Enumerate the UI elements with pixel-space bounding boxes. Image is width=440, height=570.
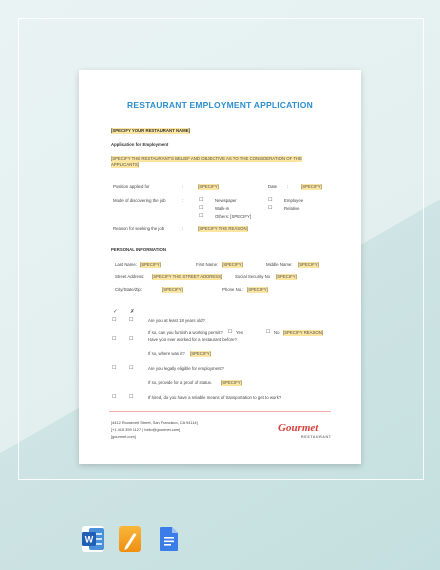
checkbox[interactable]: ☐ bbox=[112, 317, 117, 323]
checkbox[interactable]: ☐ bbox=[268, 197, 273, 203]
checkbox[interactable]: ☐ bbox=[112, 394, 117, 400]
option-newspaper: Newspaper bbox=[215, 198, 237, 203]
last-name-label: Last Name: bbox=[115, 262, 137, 267]
middle-name-value: [SPECIFY] bbox=[298, 262, 319, 267]
footer-contact: [+1 415 359 1127 | hello@gourmet.com] bbox=[111, 427, 181, 432]
last-name-value: [SPECIFY] bbox=[140, 262, 161, 267]
checkbox[interactable]: ☐ bbox=[266, 329, 271, 335]
logo-subtitle: RESTAURANT bbox=[301, 435, 332, 439]
footer-address: [4412 Roosevelt Street, San Francisco, CA 94114] bbox=[111, 420, 198, 425]
gourmet-logo: Gourmet bbox=[278, 422, 319, 434]
question-eligible: Are you legally eligible for employment? bbox=[148, 366, 224, 371]
document-title: RESTAURANT EMPLOYMENT APPLICATION bbox=[127, 100, 313, 110]
reason-label: Reason for seeking the job bbox=[113, 226, 165, 231]
yes-column-icon: ✓ bbox=[113, 309, 118, 315]
checkbox[interactable]: ☐ bbox=[129, 317, 134, 323]
ssn-value: [SPECIFY] bbox=[276, 274, 297, 279]
option-relative: Relative bbox=[284, 206, 300, 211]
date-label: Date bbox=[268, 184, 278, 189]
svg-text:W: W bbox=[84, 534, 94, 545]
street-value: [SPECIFY THE STREET ADDRESS] bbox=[152, 274, 223, 279]
question-age: Are you at least 18 years old? bbox=[148, 318, 205, 323]
colon: : bbox=[182, 198, 184, 203]
no-column-icon: ✗ bbox=[130, 309, 135, 315]
permit-yes: Yes bbox=[236, 330, 244, 335]
colon: : bbox=[182, 226, 184, 231]
ssn-label: Social Security No bbox=[235, 274, 271, 279]
first-name-value: [SPECIFY] bbox=[222, 262, 243, 267]
checkbox[interactable]: ☐ bbox=[129, 365, 134, 371]
document-page bbox=[79, 70, 361, 464]
date-value: [SPECIFY] bbox=[301, 184, 322, 189]
colon: : bbox=[287, 184, 289, 189]
first-name-label: First Name: bbox=[196, 262, 219, 267]
question-worked-before: Have you ever worked for a restaurant before? bbox=[148, 337, 237, 342]
footer-divider bbox=[109, 411, 331, 412]
restaurant-name: [SPECIFY YOUR RESTAURANT NAME] bbox=[111, 128, 191, 133]
belief-line-1: [SPECIFY THE RESTAURANT'S BELIEF AND OBJECTIVE AS TO THE CONSIDERATION OF THE bbox=[111, 156, 302, 161]
checkbox[interactable]: ☐ bbox=[112, 336, 117, 342]
city-value: [SPECIFY] bbox=[162, 287, 183, 292]
footer-website: [gourmet.com] bbox=[111, 434, 136, 439]
pages-icon[interactable] bbox=[119, 526, 141, 552]
permit-no: No bbox=[274, 330, 280, 335]
question-where: If so, where was it? bbox=[148, 351, 185, 356]
checkbox[interactable]: ☐ bbox=[268, 205, 273, 211]
middle-name-label: Middle Name: bbox=[266, 262, 293, 267]
checkbox[interactable]: ☐ bbox=[199, 205, 204, 211]
where-value: [SPECIFY] bbox=[190, 351, 211, 356]
application-heading: Application for Employment bbox=[111, 142, 169, 147]
position-label: Position applied for bbox=[113, 184, 150, 189]
checkbox[interactable]: ☐ bbox=[112, 365, 117, 371]
question-transport: If hired, do you have a reliable means of transportation to get to work? bbox=[148, 395, 282, 400]
checkbox[interactable]: ☐ bbox=[129, 336, 134, 342]
mode-label: Mode of discovering the job bbox=[113, 198, 166, 203]
city-label: City/State/Zip: bbox=[115, 287, 142, 292]
phone-label: Phone No.: bbox=[222, 287, 244, 292]
colon: : bbox=[182, 184, 184, 189]
checkbox[interactable]: ☐ bbox=[199, 213, 204, 219]
permit-reason: [SPECIFY REASON] bbox=[283, 330, 324, 335]
option-employee: Employee bbox=[284, 198, 304, 203]
checkbox[interactable]: ☐ bbox=[199, 197, 204, 203]
checkbox[interactable]: ☐ bbox=[129, 394, 134, 400]
belief-line-2: APPLICANTS] bbox=[111, 162, 139, 167]
street-label: Street Address: bbox=[115, 274, 145, 279]
option-walk-in: Walk-in bbox=[215, 206, 230, 211]
option-others: Others: [SPECIFY] bbox=[215, 214, 252, 219]
reason-value: [SPECIFY THE REASON] bbox=[198, 226, 248, 231]
question-permit: If so, can you furnish a working permit? bbox=[148, 330, 223, 335]
position-value: [SPECIFY] bbox=[198, 184, 219, 189]
checkbox[interactable]: ☐ bbox=[228, 329, 233, 335]
personal-info-heading: PERSONAL INFORMATION bbox=[111, 247, 166, 252]
proof-value: [SPECIFY] bbox=[221, 380, 242, 385]
word-icon[interactable] bbox=[82, 526, 104, 552]
question-proof: If so, provide for a proof of status. bbox=[148, 380, 213, 385]
google-docs-icon[interactable] bbox=[158, 526, 180, 552]
phone-value: [SPECIFY] bbox=[247, 287, 268, 292]
